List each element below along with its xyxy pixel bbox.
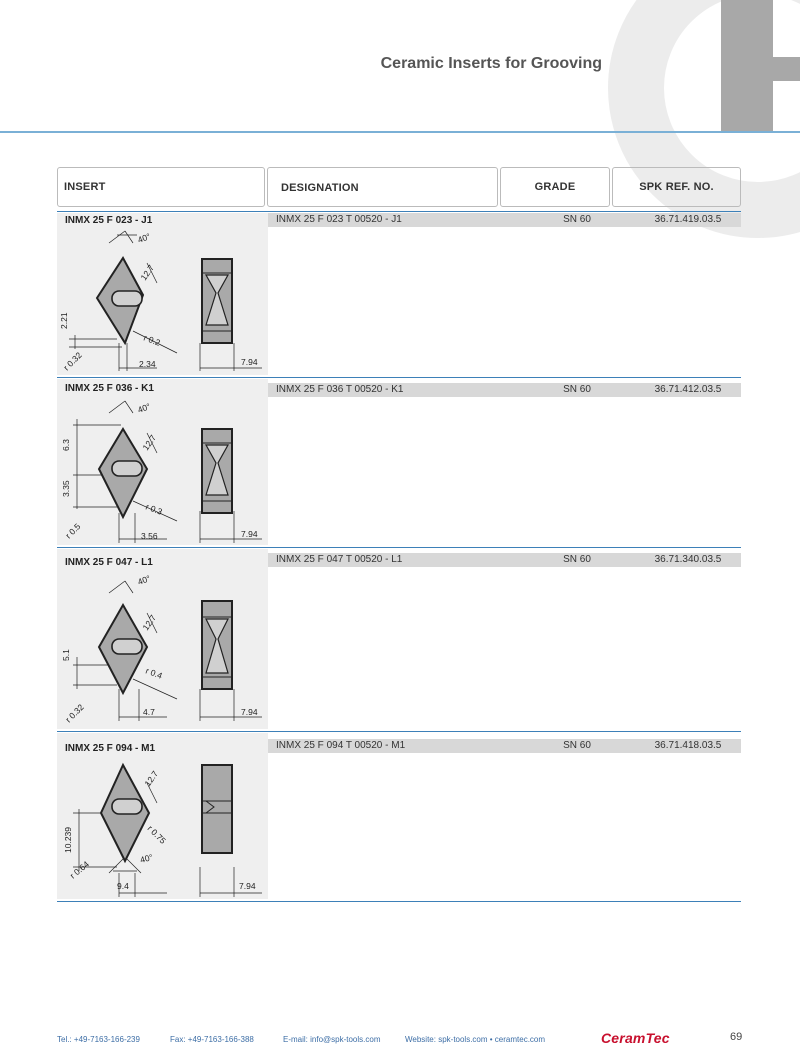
insert-name: INMX 25 F 036 - K1	[65, 383, 154, 394]
section-rule	[57, 377, 741, 378]
header-decoration-bar-horizontal	[721, 57, 800, 81]
dim-width: 9.4	[117, 881, 129, 891]
dim-width: 3.56	[141, 531, 158, 541]
page-title: Ceramic Inserts for Grooving	[380, 55, 602, 72]
grade-cell: SN 60	[563, 740, 591, 751]
designation-cell: INMX 25 F 023 T 00520 - J1	[276, 214, 402, 225]
table-row[interactable]	[268, 213, 741, 227]
dim-angle: 40°	[136, 231, 152, 245]
dim-radius-2: r 0.32	[61, 349, 84, 373]
dim-thickness: 7.94	[239, 881, 256, 891]
dim-height: 5.1	[61, 649, 71, 661]
dim-radius: r 0.75	[145, 823, 169, 846]
dim-ic: 12.7	[140, 432, 159, 453]
dim-radius-2: r 0.5	[63, 521, 83, 541]
insert-side-view	[202, 765, 232, 853]
insert-drawing	[57, 379, 268, 547]
grade-cell: SN 60	[563, 554, 591, 565]
table-row[interactable]	[268, 553, 741, 567]
footer-fax: Fax: +49-7163-166-388	[170, 1035, 254, 1044]
dim-ic: 12.7	[140, 612, 159, 633]
dim-radius: r 0.3	[144, 501, 164, 517]
column-header-spk-ref: SPK REF. NO.	[612, 167, 741, 207]
insert-drawing	[57, 733, 268, 899]
header-rule	[0, 131, 800, 133]
dim-angle: 40°	[136, 401, 152, 415]
footer-website[interactable]: Website: spk-tools.com • ceramtec.com	[405, 1035, 546, 1044]
column-header-insert: INSERT	[57, 167, 265, 207]
dim-angle: 40°	[138, 851, 154, 865]
product-section	[57, 731, 741, 903]
spk-ref-cell: 36.71.340.03.5	[654, 554, 722, 565]
column-header-grade: GRADE	[500, 167, 610, 207]
insert-name: INMX 25 F 094 - M1	[65, 743, 156, 754]
insert-clamp-hole	[112, 799, 142, 814]
dim-ic: 12.7	[142, 768, 161, 789]
table-row[interactable]	[268, 383, 741, 397]
insert-clamp-hole	[112, 639, 142, 654]
spk-ref-cell: 36.71.419.03.5	[654, 214, 722, 225]
insert-drawing	[57, 213, 268, 373]
dim-height: 3.35	[61, 480, 71, 497]
table-row[interactable]	[268, 739, 741, 753]
insert-name: INMX 25 F 023 - J1	[65, 215, 153, 226]
dim-width: 2.34	[139, 359, 156, 369]
dim-height: 2.21	[59, 312, 69, 329]
designation-cell: INMX 25 F 047 T 00520 - L1	[276, 554, 403, 565]
dim-thickness: 7.94	[241, 529, 258, 539]
footer-tel[interactable]: Tel.: +49-7163-166-239	[57, 1035, 140, 1044]
insert-clamp-hole	[112, 461, 142, 476]
dim-ic: 12.7	[138, 262, 157, 283]
dim-radius: r 0.2	[142, 332, 162, 348]
insert-clamp-hole	[112, 291, 142, 306]
section-rule-bottom	[57, 901, 741, 902]
insert-drawing	[57, 549, 268, 729]
page-number: 69	[730, 1031, 743, 1043]
column-header-designation: DESIGNATION	[267, 167, 498, 207]
dim-height-upper: 6.3	[61, 439, 71, 451]
dim-thickness: 7.94	[241, 357, 258, 367]
dim-height: 10.239	[63, 827, 73, 853]
spk-ref-cell: 36.71.418.03.5	[654, 740, 722, 751]
footer-email[interactable]: E-mail: info@spk-tools.com	[283, 1035, 381, 1044]
section-rule	[57, 731, 741, 732]
dim-radius-2: r 0.32	[63, 701, 86, 725]
spk-ref-cell: 36.71.412.03.5	[654, 384, 722, 395]
insert-name: INMX 25 F 047 - L1	[65, 557, 153, 568]
dim-radius-2: r 0.64	[67, 858, 91, 881]
dim-radius: r 0.4	[144, 665, 164, 681]
designation-cell: INMX 25 F 094 T 00520 - M1	[276, 740, 406, 751]
section-rule	[57, 547, 741, 548]
designation-cell: INMX 25 F 036 T 00520 - K1	[276, 384, 404, 395]
grade-cell: SN 60	[563, 384, 591, 395]
product-section	[57, 547, 741, 731]
grade-cell: SN 60	[563, 214, 591, 225]
dim-width: 4.7	[143, 707, 155, 717]
product-section	[57, 211, 741, 377]
dim-thickness: 7.94	[241, 707, 258, 717]
section-rule	[57, 211, 741, 212]
ceramtec-logo: CeramTec	[601, 1030, 670, 1046]
dim-angle: 40°	[136, 573, 152, 587]
product-section	[57, 377, 741, 547]
